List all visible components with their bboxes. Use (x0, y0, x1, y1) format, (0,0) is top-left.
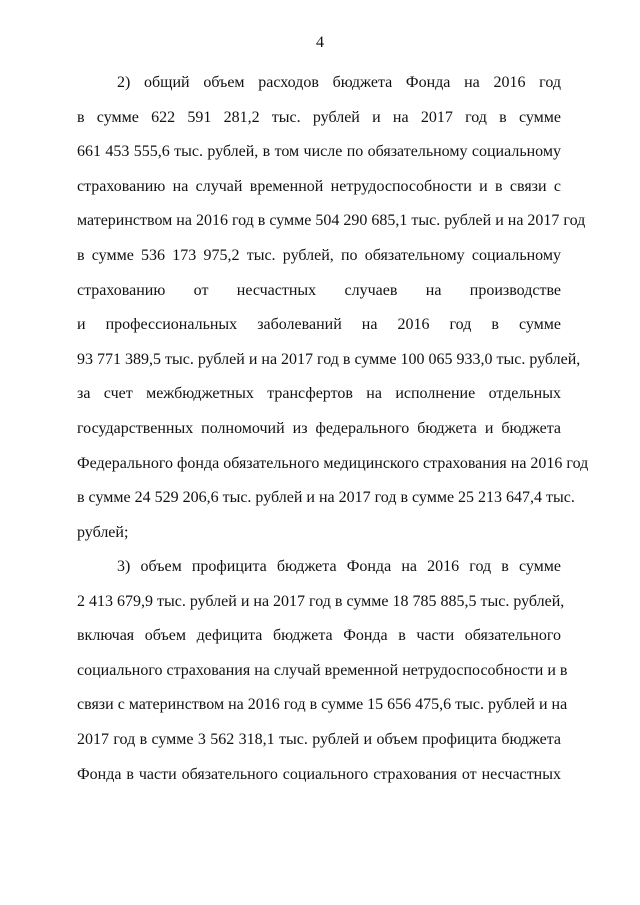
text-line: государственных полномочий из федерального бюджета и бюджета (77, 419, 561, 437)
text-line: 2 413 679,9 тыс. рублей и на 2017 год в сумме 18 785 885,5 тыс. рублей, (77, 592, 565, 610)
text-line: социального страхования на случай временной нетрудоспособности и в (77, 661, 568, 679)
text-line: в сумме 536 173 975,2 тыс. рублей, по обязательному социальному (77, 246, 561, 264)
text-line: в сумме 622 591 281,2 тыс. рублей и на 2017 год в сумме (77, 108, 561, 126)
text-line: связи с материнством на 2016 год в сумме 15 656 475,6 тыс. рублей и на (77, 696, 568, 714)
text-line: включая объем дефицита бюджета Фонда в части обязательного (77, 627, 561, 645)
text-line: Федерального фонда обязательного медицинского страхования на 2016 год (77, 454, 589, 472)
paragraph-2-expenditures (77, 66, 589, 550)
text-line: страхованию от несчастных случаев на производстве (77, 281, 561, 299)
text-line: 3) объем профицита бюджета Фонда на 2016 год в сумме (117, 558, 561, 575)
text-line: страхованию на случай временной нетрудоспособности и в связи с (77, 177, 561, 195)
text-line: 2017 год в сумме 3 562 318,1 тыс. рублей и объем профицита бюджета (77, 730, 561, 748)
text-line: Фонда в части обязательного социального страхования от несчастных (77, 765, 561, 783)
page-number: 4 (316, 34, 324, 51)
text-line: 93 771 389,5 тыс. рублей и на 2017 год в сумме 100 065 933,0 тыс. рублей, (77, 350, 581, 368)
text-line: за счет межбюджетных трансфертов на исполнение отдельных (77, 385, 561, 403)
text-line: рублей; (77, 523, 129, 541)
text-line: и профессиональных заболеваний на 2016 год в сумме (77, 316, 561, 334)
text-line: 661 453 555,6 тыс. рублей, в том числе по обязательному социальному (77, 143, 561, 161)
text-line: материнством на 2016 год в сумме 504 290 685,1 тыс. рублей и на 2017 год (77, 212, 586, 230)
text-line: 2) общий объем расходов бюджета Фонда на 2016 год (117, 74, 561, 91)
paragraph-3-surplus (77, 550, 568, 792)
text-line: в сумме 24 529 206,6 тыс. рублей и на 2017 год в сумме 25 213 647,4 тыс. (77, 489, 575, 507)
